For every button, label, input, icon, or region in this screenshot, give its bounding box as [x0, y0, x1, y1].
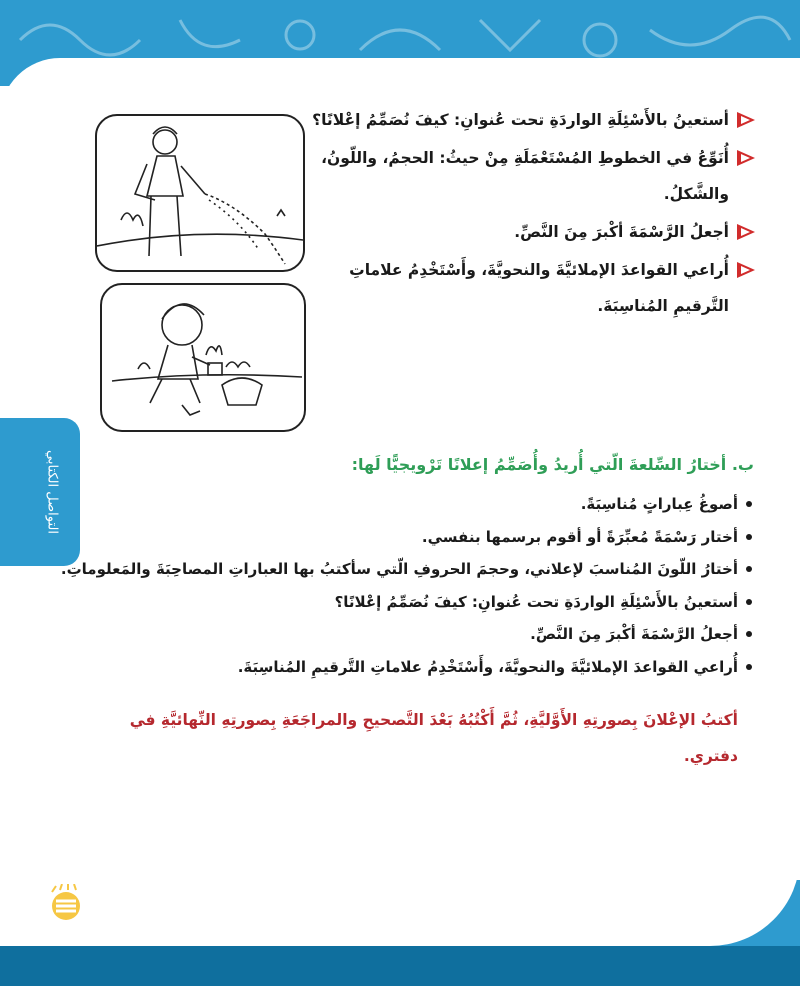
list-item — [24, 586, 754, 619]
illustration-boy-watering — [95, 114, 305, 272]
bullet-dot-icon — [746, 631, 752, 637]
bullet-text: أختار رَسْمَةً مُعبِّرَةً أو أقوم برسمها بنفسي. — [421, 527, 738, 546]
publisher-logo-icon — [42, 884, 90, 924]
section-b-bullets — [24, 488, 754, 683]
tip-item — [305, 214, 755, 250]
writing-instruction: أكتبُ الإعْلانَ بِصورتِهِ الأَوَّليَّةِ، ثُمَّ أَكْتُبُهُ بَعْدَ التَّصحيحِ والمراجَعَةِ بِصورتِهِ النِّهائيَّةِ في دفتري. — [129, 711, 738, 765]
bullet-text: أستعينُ بالأَسْئِلَةِ الواردَةِ تحت عُنوانِ: كيفَ نُصَمِّمُ إعْلانًا؟ — [334, 592, 738, 611]
list-item — [24, 488, 754, 521]
list-item — [24, 618, 754, 651]
bullet-dot-icon — [746, 501, 752, 507]
boy-planting-icon — [102, 285, 304, 430]
boy-watering-icon — [97, 116, 303, 270]
tip-text: أجعلُ الرَّسْمَةَ أكْبرَ مِنَ النَّصِّ. — [514, 223, 729, 241]
tip-text: أستعينُ بالأَسْئِلَةِ الواردَةِ تحت عُنوانِ: كيفَ نُصَمِّمُ إعْلانًا؟ — [312, 111, 729, 129]
arrow-bullet-icon — [737, 224, 755, 240]
tips-list — [305, 102, 755, 326]
list-item — [24, 651, 754, 684]
arrow-bullet-icon — [737, 150, 755, 166]
bullet-dot-icon — [746, 664, 752, 670]
tip-item — [305, 252, 755, 324]
bullet-text: أُراعي القواعدَ الإملائيَّةَ والنحويَّةَ، وأَسْتَخْدِمُ علاماتِ التَّرقيمِ المُناسِبَةَ. — [237, 657, 738, 676]
illustration-boy-planting — [100, 283, 306, 432]
side-tab-label: التواصل الكتابي — [44, 450, 60, 534]
section-b-heading: ب. أختارُ السِّلعةَ الّتي أُريدُ وأُصَمِّمُ إعلانًا تَرْويجيًّا لَها: — [351, 455, 754, 474]
bullet-text: أجعلُ الرَّسْمَةَ أكْبرَ مِنَ النَّصِّ. — [530, 625, 738, 643]
list-item — [24, 521, 754, 554]
bullet-dot-icon — [746, 599, 752, 605]
bottom-strip — [0, 946, 800, 986]
bullet-text: أصوغُ عِباراتٍ مُناسِبَةً. — [580, 495, 738, 513]
page-number: ١٦٣ — [52, 924, 86, 945]
arrow-bullet-icon — [737, 112, 755, 128]
list-item — [24, 553, 754, 586]
tip-text: أُراعي القواعدَ الإملائيَّةَ والنحويَّةَ، وأَسْتَخْدِمُ علاماتِ التَّرقيمِ المُناسِبَةَ. — [349, 261, 729, 315]
tip-text: أُنَوِّعُ في الخطوطِ المُسْتَعْمَلَةِ مِنْ حيثُ: الحجمُ، واللّونُ، والشَّكلُ. — [321, 149, 729, 203]
arrow-bullet-icon — [737, 262, 755, 278]
tip-item — [305, 102, 755, 138]
tip-item — [305, 140, 755, 212]
bottom-banner-curve — [0, 850, 800, 946]
bullet-dot-icon — [746, 566, 752, 572]
bullet-dot-icon — [746, 534, 752, 540]
bullet-text: أختارُ اللّونَ المُناسبَ لإعلاني، وحجمَ الحروفِ الّتي سأكتبُ بها العباراتِ المصاحِبَةَ والمَعلوماتِ. — [60, 560, 738, 578]
